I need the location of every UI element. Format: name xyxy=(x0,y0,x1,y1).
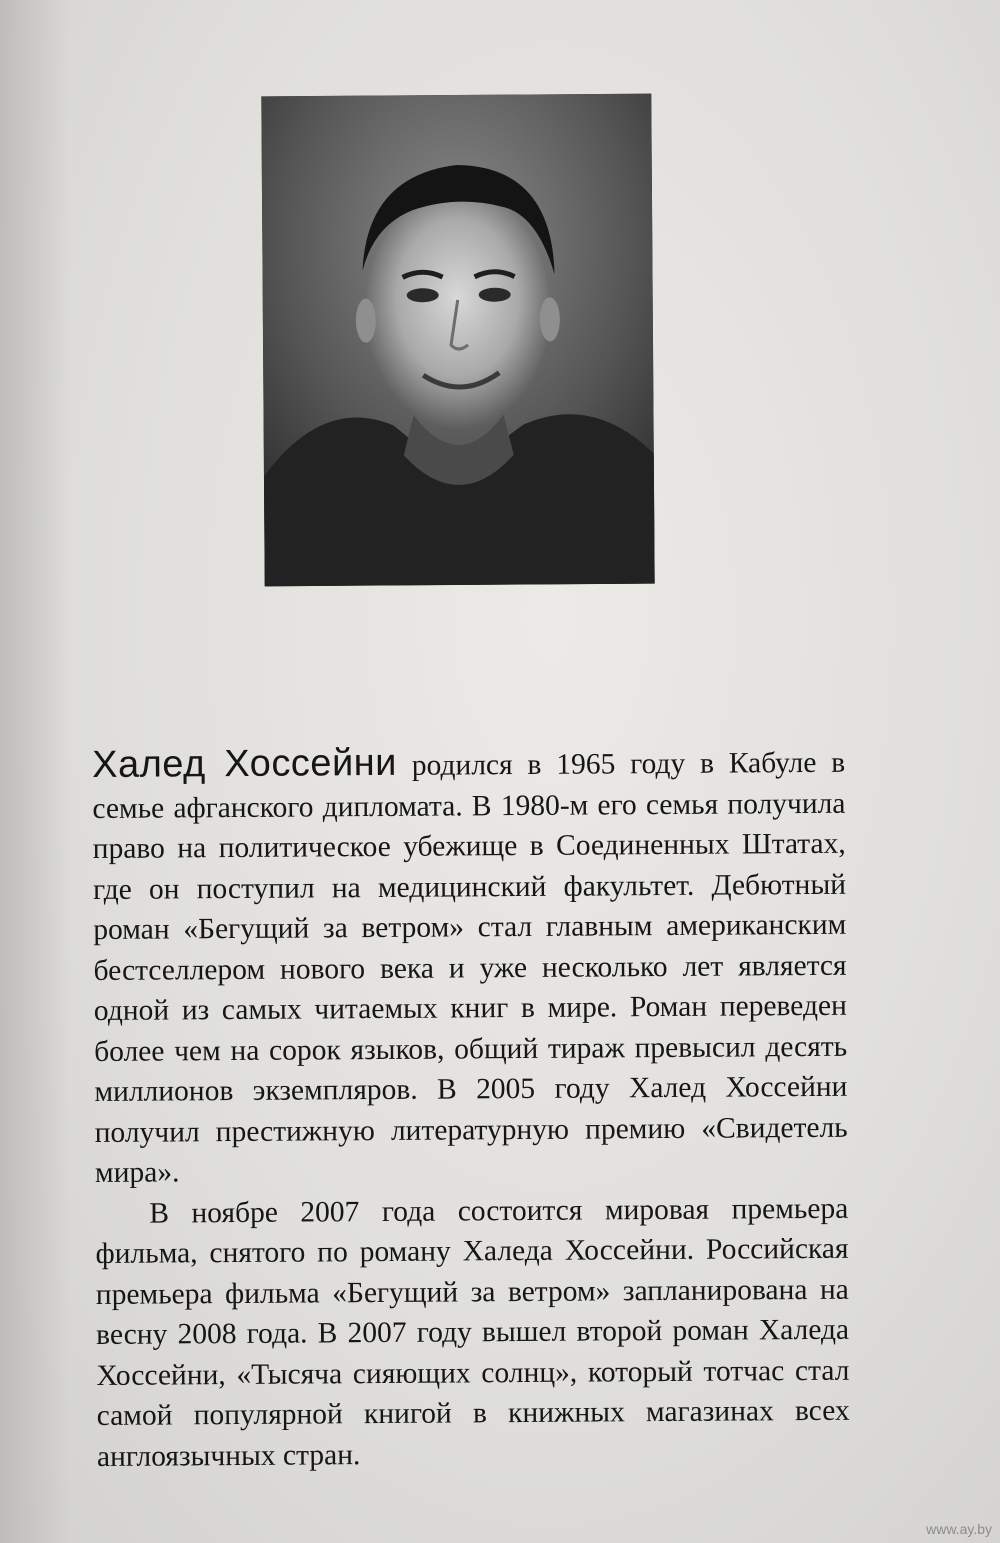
bio-paragraph-2: В ноябре 2007 года состоится мировая премьера фильма, снятого по роману Халеда Хоссейни. Российская премьера фильма «Бегущий за ветром» запланирована на весну 2008 года. В 2007 году вышел второй роман Халеда Хоссейни, «Тысяча сияющих солнц», который тотчас стал самой популярной книгой в книжных магазинах всех англоязычных стран. xyxy=(95,1192,850,1473)
site-watermark: www.ay.by xyxy=(926,1521,992,1537)
spine-shadow xyxy=(0,0,70,1543)
author-name: Халед Хоссейни xyxy=(91,741,398,786)
author-biography xyxy=(92,740,850,1477)
author-portrait-photo xyxy=(261,94,654,587)
bio-paragraph-1 xyxy=(92,740,848,1194)
bio-paragraph-1-text: родился в 1965 году в Кабуле в семье афганского дипломата. В 1980-м его семья получила право на политическое убежище в Соединенных Штатах, где он поступил на медицинский факультет. Дебютный роман «Бегущий за ветром» стал главным американским бестселлером нового века и уже несколько лет является одной из самых читаемых книг в мире. Роман переведен более чем на сорок языков, общий тираж превысил десять миллионов экземпляров. В 2005 году Халед Хоссейни получил престижную литературную премию «Свидетель мира». xyxy=(92,746,848,1189)
